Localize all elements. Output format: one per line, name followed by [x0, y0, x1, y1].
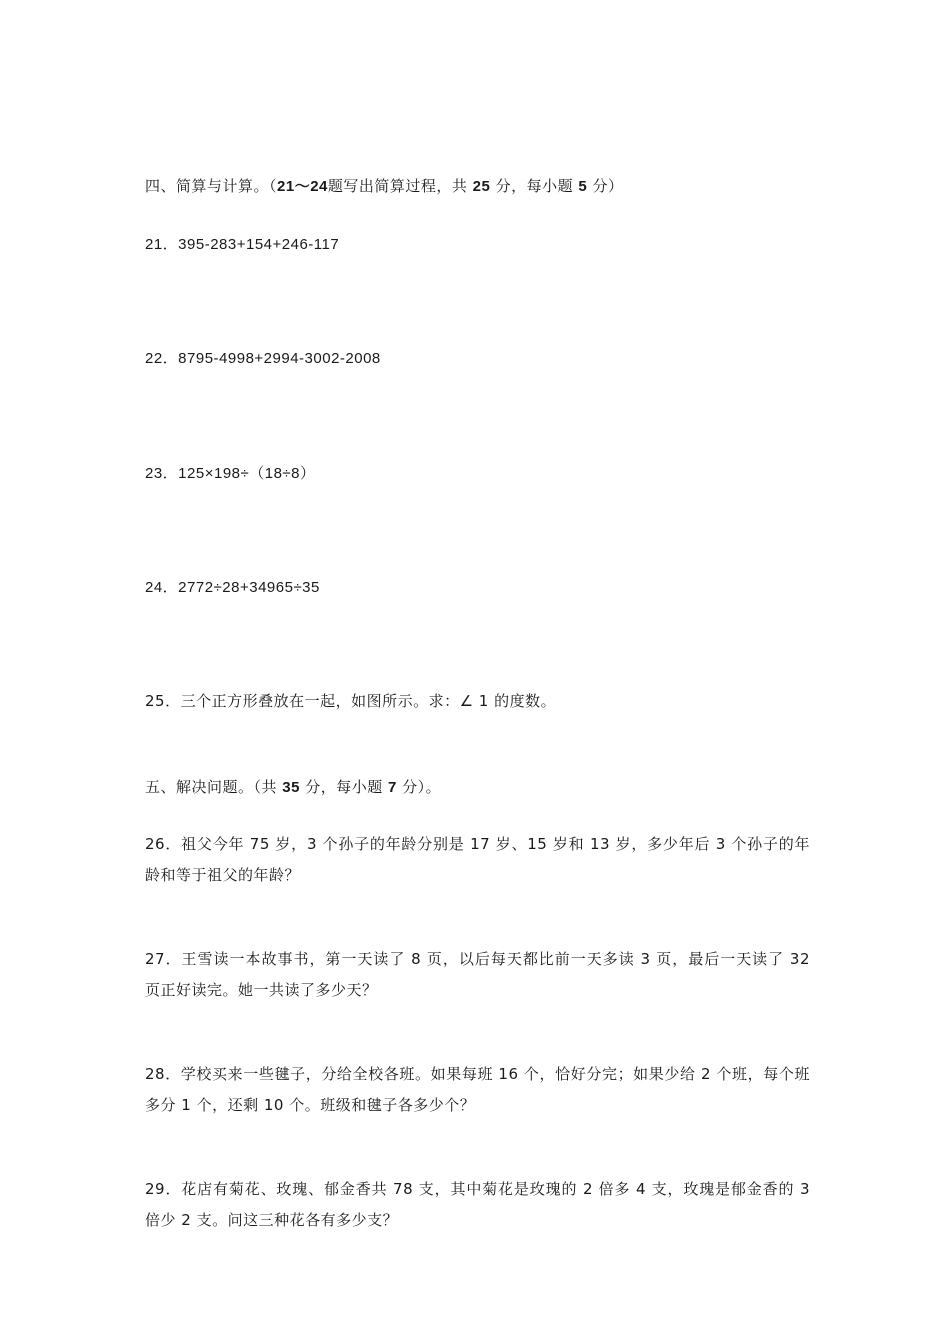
question-29: 29．花店有菊花、玫瑰、郁金香共 78 支，其中菊花是玫瑰的 2 倍多 4 支，玫瑰是郁金香的 3 倍少 2 支。问这三种花各有多少支？ [145, 1180, 810, 1229]
section-5-total-points: 35 [282, 779, 300, 796]
section-5-heading: 五、解决问题。（共 35 分，每小题 7 分）。 [145, 778, 442, 796]
question-27: 27．王雪读一本故事书，第一天读了 8 页，以后每天都比前一天多读 3 页，最后一天读了 32 页正好读完。她一共读了多少天？ [145, 950, 810, 999]
question-28: 28．学校买来一些毽子，分给全校各班。如果每班 16 个，恰好分完；如果少给 2 个班，每个班多分 1 个，还剩 10 个。班级和毽子各多少个？ [145, 1065, 810, 1114]
question-22: 22．8795-4998+2994-3002-2008 [145, 350, 381, 367]
section-4-range: 21～24 [277, 178, 328, 195]
section-4-points-each: 5 [578, 178, 588, 195]
section-4-total-points: 25 [472, 178, 491, 195]
question-23: 23．125×198÷（18÷8） [145, 465, 316, 482]
section-5-points-each: 7 [388, 779, 397, 796]
section-4-heading: 四、简算与计算。（21～24题写出简算过程，共 25 分，每小题 5 分） [145, 177, 624, 195]
question-24: 24．2772÷28+34965÷35 [145, 579, 320, 596]
question-25: 25．三个正方形叠放在一起，如图所示。求：∠ 1 的度数。 [145, 692, 557, 710]
question-26: 26．祖父今年 75 岁，3 个孙子的年龄分别是 17 岁、15 岁和 13 岁，多少年后 3 个孙子的年龄和等于祖父的年龄？ [145, 835, 810, 884]
question-21: 21．395-283+154+246-117 [145, 236, 340, 253]
